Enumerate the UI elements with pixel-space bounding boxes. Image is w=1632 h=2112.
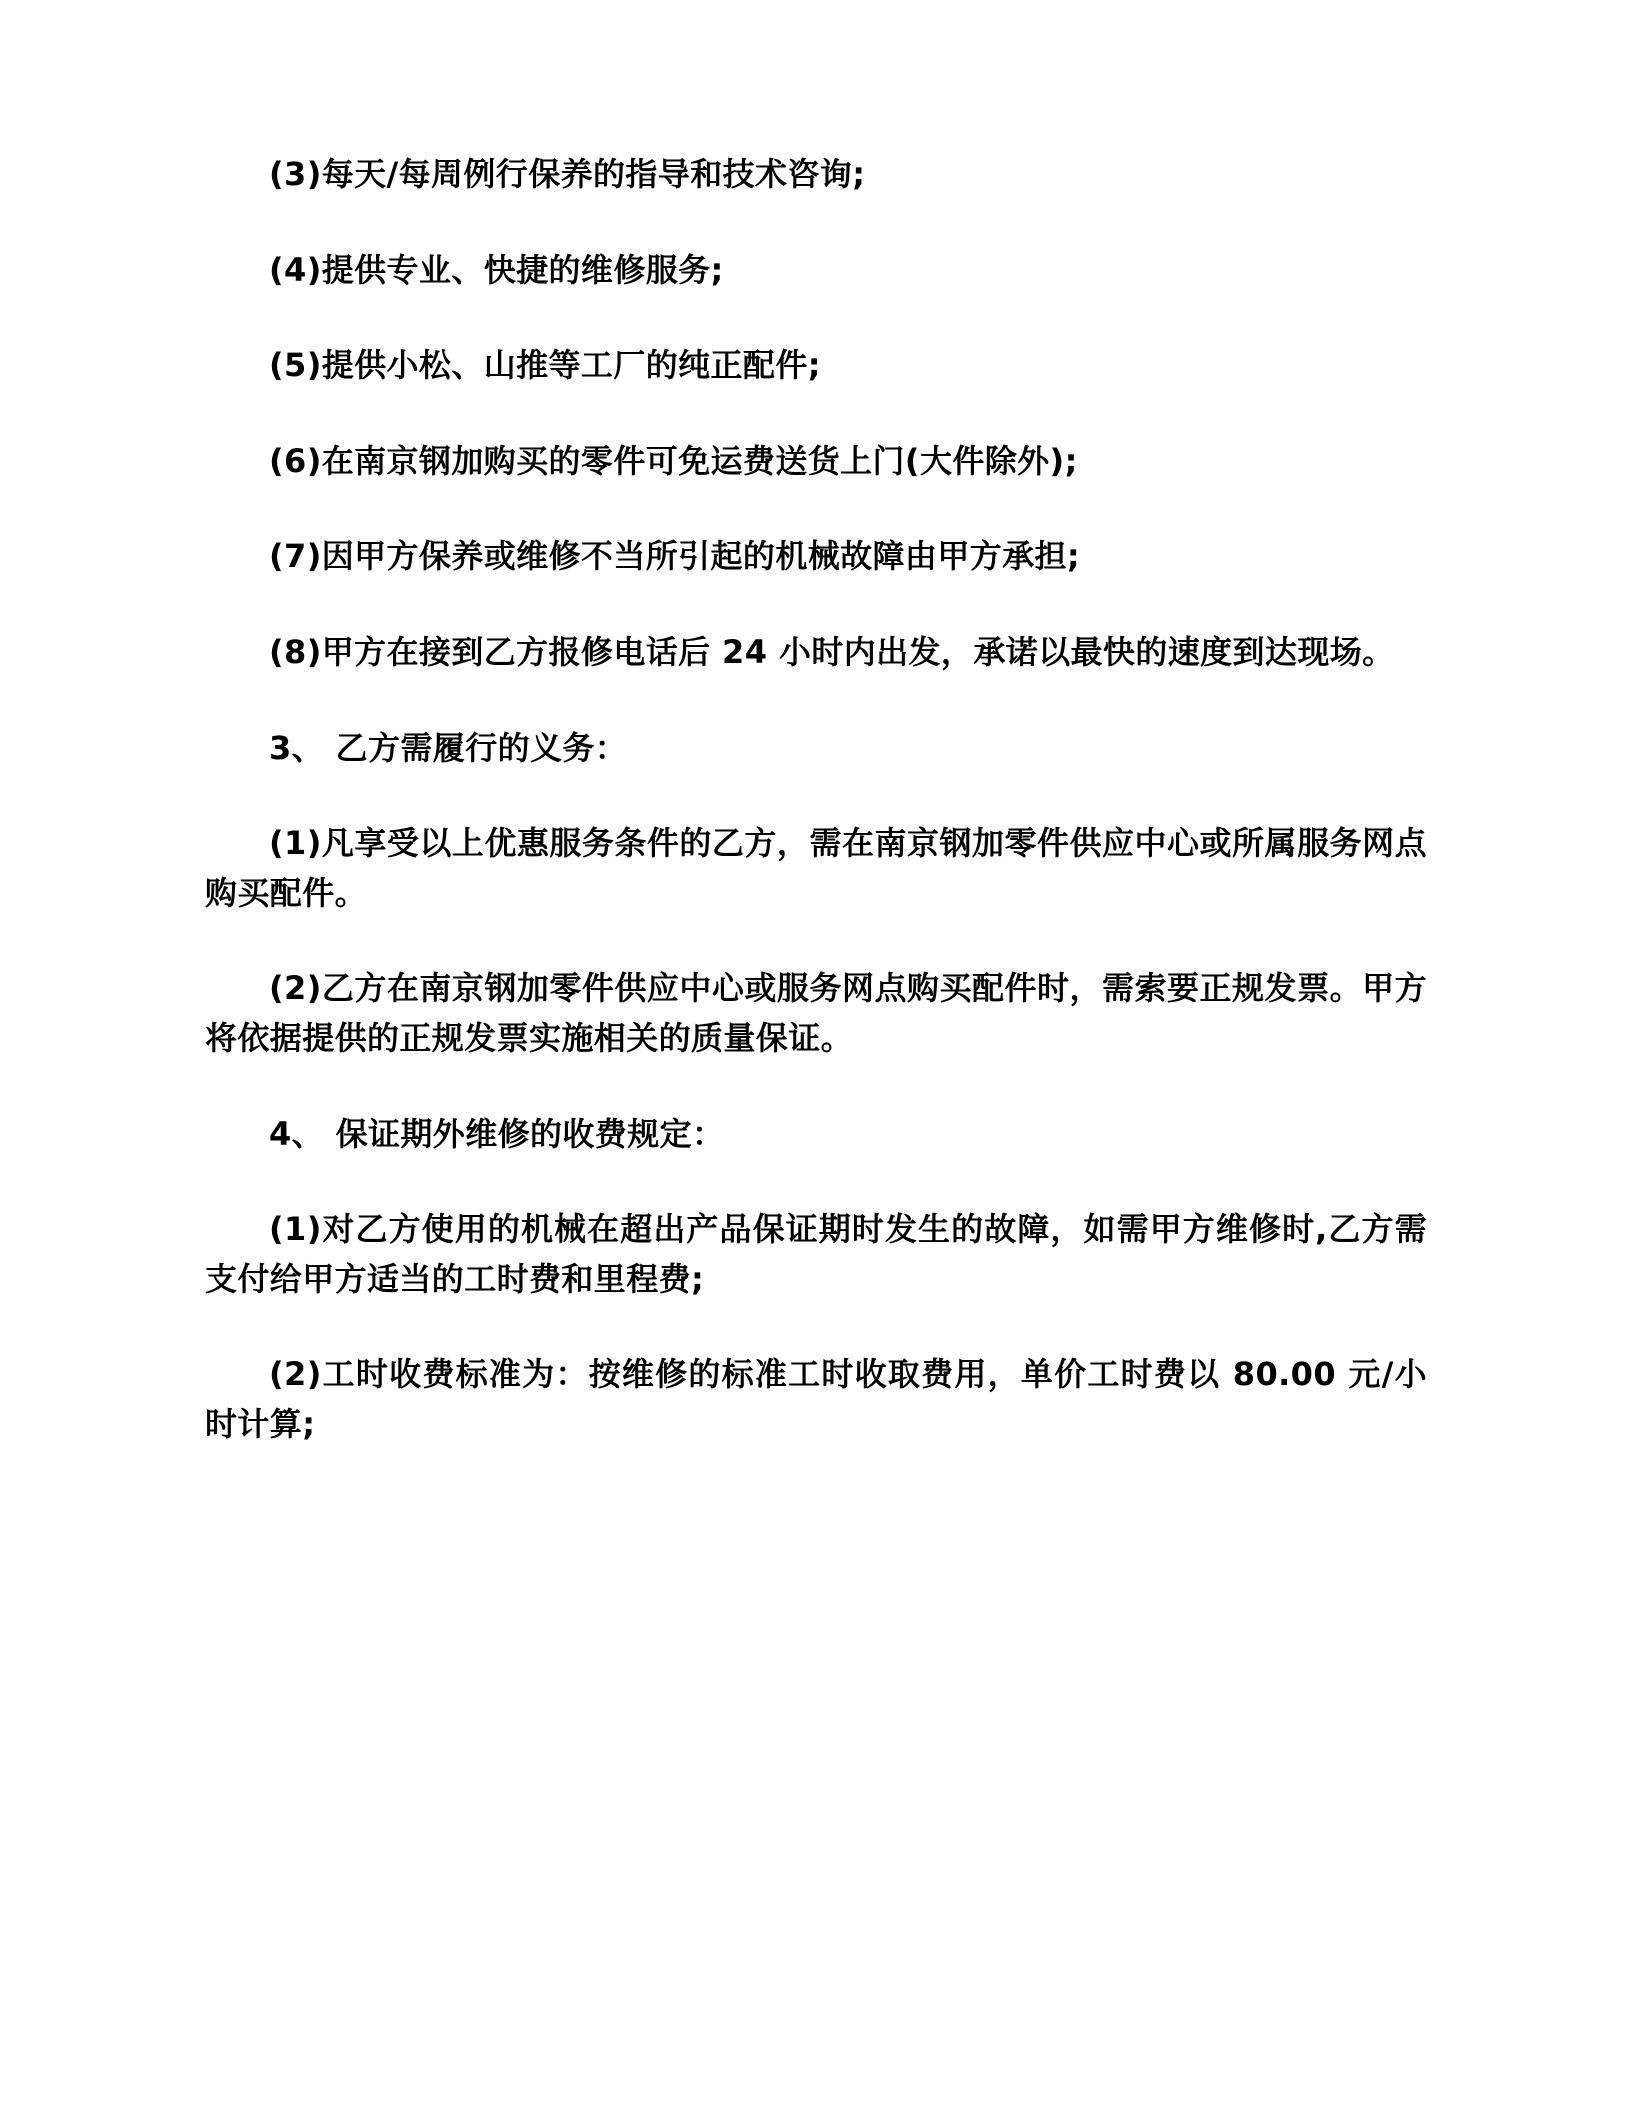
paragraph-item-6: (6)在南京钢加购买的零件可免运费送货上门(大件除外); (269, 441, 1078, 480)
document-body (205, 150, 1427, 1450)
paragraph-obligation-2: (2)乙方在南京钢加零件供应中心或服务网点购买配件时，需索要正规发票。甲方将依据提供的正规发票实施相关的质量保证。 (205, 969, 1427, 1057)
section-heading-4: 4、 保证期外维修的收费规定： (269, 1114, 725, 1153)
section-heading-3: 3、 乙方需履行的义务： (269, 728, 628, 767)
paragraph-item-7: (7)因甲方保养或维修不当所引起的机械故障由甲方承担; (269, 537, 1081, 576)
paragraph-item-3: (3)每天/每周例行保养的指导和技术咨询; (269, 155, 866, 193)
paragraph-obligation-1: (1)凡享受以上优惠服务条件的乙方，需在南京钢加零件供应中心或所属服务网点购买配件。 (205, 824, 1427, 912)
paragraph-fee-1: (1)对乙方使用的机械在超出产品保证期时发生的故障，如需甲方维修时,乙方需支付给甲方适当的工时费和里程费; (205, 1210, 1427, 1298)
paragraph-item-5: (5)提供小松、山推等工厂的纯正配件; (269, 346, 821, 385)
paragraph-fee-2: (2)工时收费标准为：按维修的标准工时收取费用，单价工时费以 80.00 元/小时计算; (205, 1355, 1427, 1443)
paragraph-item-4: (4)提供专业、快捷的维修服务; (269, 250, 724, 289)
paragraph-item-8: (8)甲方在接到乙方报修电话后 24 小时内出发，承诺以最快的速度到达现场。 (269, 632, 1395, 671)
